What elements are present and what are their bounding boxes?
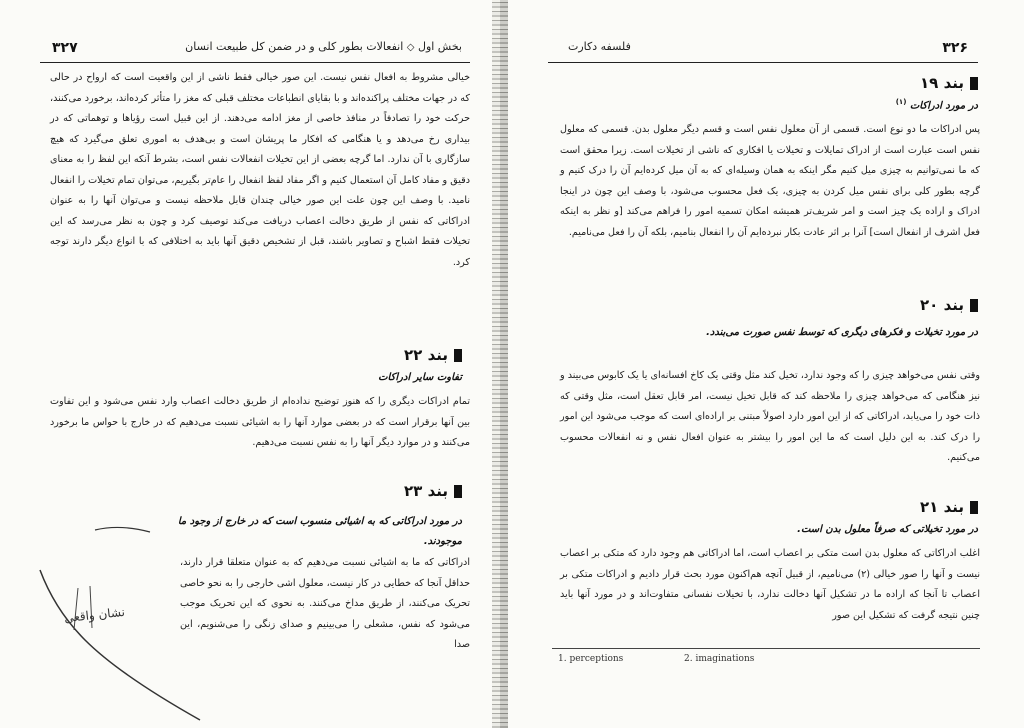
section-marker-icon — [970, 501, 978, 514]
intro-paragraph: خیالی مشروط به افعال نفس نیست. این صور خیالی فقط ناشی از این واقعیت است که ارواح در حالی که در جهات مختلف پراکنده‌اند و با بقایای انطباعات مختلف قبلی که مغز را متأثر کرده‌اند، برخورد می‌کنند، حرکت خود را تصادفاً در منافذ خاصی از مغز ادامه می‌دهند. از این قبیل است رؤیاها و توهماتی که در بیداری رخ می‌دهد و یا هنگامی که افکار ما پریشان است و بی‌هدف به اموری تعلق می‌گیرد که هیچ سازگاری با آن ندارد. اما گرچه بعضی از این تخیلات انفعالات نفس است، بشرط آنکه این لفظ را به معنای دقیق و مفاد کامل آن استعمال کنیم و اگر مفاد لفظ انفعال را عام‌تر بگیریم، می‌توان تمام تخیلات را انفعال نامید. با وصف این چون علت این صور خیالی چندان قابل ملاحظه نیست و می‌توان آنها را به عنوان ادراکاتی که نفس از طریق دخالت اعصاب دریافت می‌کند توصیف کرد و چون به نظر می‌رسد که این تخیلات فقط اشباح و تصاویر باشند، قبل از تشخیص دقیق آنها باید به اختلافی که با انواع دیگر دارند توجه کرد. — [50, 72, 470, 268]
footnote-2: 2. imaginations — [684, 654, 755, 664]
left-page — [0, 0, 500, 728]
diamond-icon: ◇ — [406, 42, 415, 53]
section-text-19: پس ادراکات ما دو نوع است. قسمی از آن معلول نفس است و قسم دیگر معلول بدن. قسمی که معلول نفس است عبارت است از ادراک تمایلات و تخیلات یا افکاری که ناشی از تخیلات است. زیرا محقق است که ما نمی‌توانیم به چیزی میل کنیم مگر اینکه به همان وسیله‌ای که به آن میل کرده‌ایم آن را درک کنیم و گرچه بطور کلی برای نفس میل کردن به چیزی، یک فعل محسوب می‌شود، با وصف این چون در اینجا ادراک و اراده یک چیز است و امر شریف‌تر همیشه امکان تسمیه امور را فراهم می‌کند [و نظر به اینکه فعل اشرف از انفعال است] آنرا بر اثر عادت بکار نبرده‌ایم آن را انفعال بنامیم، بلکه آن را فعل می‌نامیم. — [560, 124, 980, 238]
footnote-1: 1. perceptions — [558, 654, 624, 664]
running-head-part: بخش اول — [417, 40, 462, 53]
section-heading-23: بند ۲۳ — [404, 482, 462, 500]
section-subtitle-21: در مورد تخیلاتی که صرفاً معلول بدن است. — [797, 524, 978, 535]
footnote-marker: (۱) — [895, 98, 907, 106]
footnote-rule — [552, 648, 980, 649]
section-marker-icon — [970, 77, 978, 90]
section-text-22: تمام ادراکات دیگری را که هنوز توضیح نداده‌ام از طریق دخالت اعصاب وارد نفس می‌شود و این تفاوت بین آنها برقرار است که در بعضی موارد آنها را به اشیائی نسبت می‌دهیم که در خارج با حواس ما برخورد می‌کنند و در موارد دیگر آنها را به نفس نسبت می‌دهیم. — [50, 396, 470, 448]
pen-marks — [0, 500, 260, 728]
section-marker-icon — [454, 349, 462, 362]
running-head-right: فلسفه دکارت — [568, 40, 631, 53]
section-subtitle-22: تفاوت سایر ادراکات — [378, 372, 462, 383]
section-text-20: وقتی نفس می‌خواهد چیزی را که وجود ندارد، تخیل کند مثل وقتی یک کاخ افسانه‌ای یا یک کابوس می‌بیند و نیز هنگامی که می‌خواهد چیزی را ملاحظه کند که قابل تخیل نیست، امر قابل تعقل است، مثل وقتی که ذات خود را می‌یابد، ادراکاتی که از این امور دارد اصولاً مبتنی بر اراده‌ای است که موجب می‌شود این امور را درک کند. به این دلیل است که ما این امور را بیشتر به عنوان افعال نفس و نه انفعالات محسوب می‌کنیم. — [560, 370, 980, 463]
section-subtitle-23: در مورد ادراکاتی که به اشیائی منسوب است که در خارج از وجود ما موجودند. — [177, 516, 462, 547]
section-text-23: ادراکاتی که ما به اشیائی نسبت می‌دهیم که به عنوان متعلقا قرار دارند، حداقل آنجا که خطایی در کار نیست، معلول اشی خارجی را به نحو خاصی تحریک می‌کنند، از طریق مداخ می‌کنند. به نحوی که این تحریک موجب می‌شود که نفس، مشعلی را می‌بینیم و صدای زنگی را می‌شنویم، این صدا — [180, 557, 470, 650]
section-heading-19: بند ۱۹ — [920, 74, 978, 92]
section-marker-icon — [970, 299, 978, 312]
right-page — [508, 0, 1024, 728]
section-heading-20: بند ۲۰ — [920, 296, 978, 314]
section-heading-21: بند ۲۱ — [920, 498, 978, 516]
section-heading-22: بند ۲۲ — [404, 346, 462, 364]
header-rule-left — [40, 62, 470, 63]
running-head-title: انفعالات بطور کلی و در ضمن کل طبیعت انسان — [185, 40, 404, 53]
section-subtitle-20: در مورد تخیلات و فکرهای دیگری که توسط نفس صورت می‌بندد. — [706, 327, 978, 338]
header-rule-right — [548, 62, 978, 63]
page-number-left: ۳۲۷ — [52, 40, 78, 56]
page-number-right: ۳۲۶ — [942, 40, 968, 56]
handwritten-note: نشان واقعی — [63, 604, 126, 626]
section-subtitle-19: در مورد ادراکات $^{(۱)}$ — [895, 98, 978, 112]
section-text-21: اغلب ادراکاتی که معلول بدن است متکی بر اعصاب است، اما ادراکاتی هم وجود دارد که متکی بر اعصاب نیست و آنها را صور خیالی (۲) می‌نامیم، از قبیل آنچه هم‌اکنون مورد بحث قرار دادیم و ادراکات متکی بر اعصاب تا آنجا که اراده ما در تشکیل آنها دخالت ندارد، با تخیلات نفسانی متفاوت‌اند و در مورد آنها باید چنین نتیجه گرفت که تشکیل این صور — [560, 548, 980, 621]
section-marker-icon — [454, 485, 462, 498]
running-head-left — [185, 40, 462, 53]
